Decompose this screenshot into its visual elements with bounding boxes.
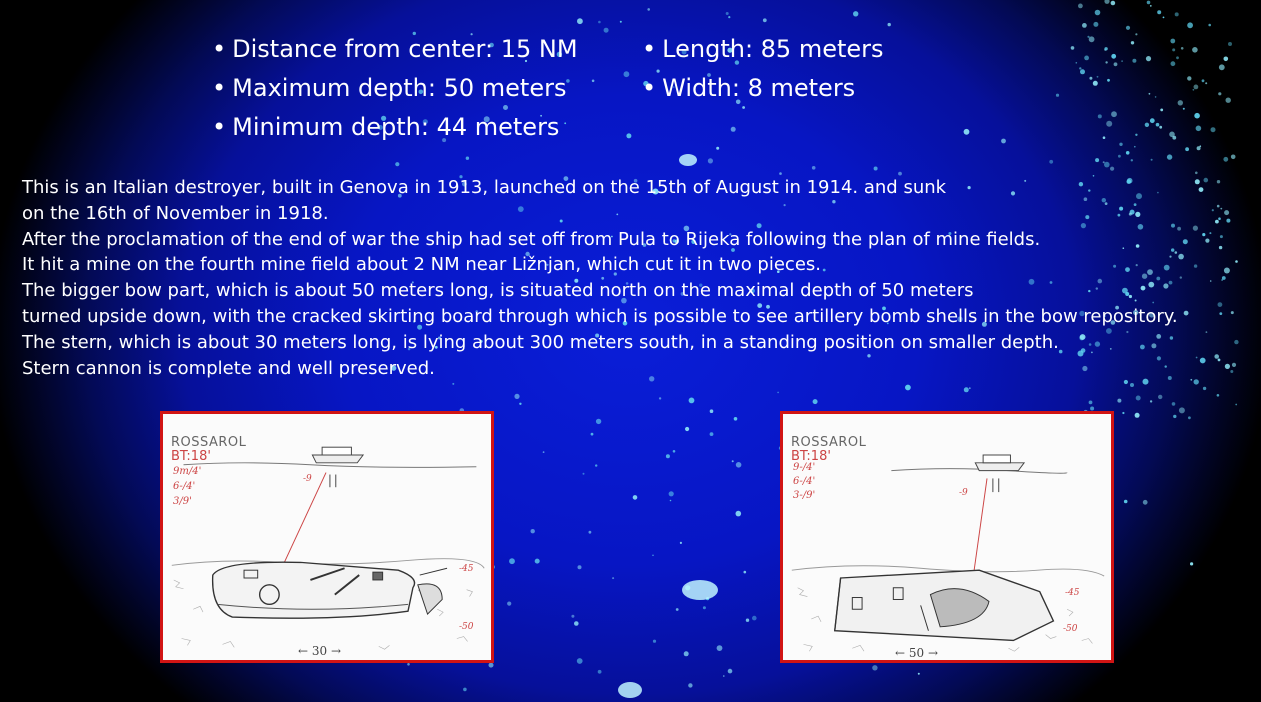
bubble	[736, 462, 742, 468]
bubble	[1176, 56, 1179, 59]
bubble	[1093, 22, 1098, 27]
sketch-title: ROSSAROL	[791, 435, 867, 450]
description-line: This is an Italian destroyer, built in Genova in 1913, launched on the 15th of August in 1914. and sunk	[22, 177, 947, 198]
description-line: After the proclamation of the end of war the ship had set off from Pula to Rijeka following the plan of mine fields.	[22, 228, 1041, 250]
line-depth-mark: -9	[303, 474, 312, 484]
facts-column-right	[642, 30, 962, 108]
bubble	[813, 399, 818, 404]
bubble	[1163, 17, 1165, 19]
bubble	[574, 621, 579, 626]
bubble	[1143, 500, 1148, 505]
bubble	[670, 500, 672, 502]
bubble	[1130, 383, 1134, 387]
wreck-length-label: ← 30 →	[298, 644, 342, 658]
bubble	[1135, 413, 1140, 418]
deco-stop: 9m/4'	[173, 466, 202, 477]
bubble	[407, 663, 410, 666]
bubble	[918, 673, 920, 675]
bubble	[676, 608, 679, 611]
bubble	[734, 417, 738, 421]
bubble	[571, 615, 574, 618]
bubble	[746, 619, 749, 622]
bubble	[1104, 47, 1107, 50]
bubble	[1098, 114, 1102, 118]
bubble	[509, 558, 515, 564]
bubble	[708, 158, 713, 163]
dive-sketch-stern	[160, 411, 494, 663]
bubble	[1126, 151, 1130, 155]
bubble	[1178, 100, 1183, 105]
bubble	[577, 658, 583, 664]
bubble	[684, 651, 689, 656]
bubble	[1131, 41, 1134, 44]
fact-min-depth: • Minimum depth: 44 meters	[212, 108, 632, 147]
bubble	[1095, 158, 1099, 162]
bubble	[598, 670, 602, 674]
bubble	[1223, 157, 1228, 162]
bubble	[543, 451, 545, 453]
fact-max-depth: • Maximum depth: 50 meters	[212, 69, 632, 108]
bubble	[514, 394, 519, 399]
bubble	[1202, 79, 1205, 82]
depth-label: -45	[1065, 588, 1080, 598]
bubble	[1203, 387, 1206, 390]
bubble	[872, 665, 877, 670]
bubble	[1111, 1, 1116, 6]
bubble	[1132, 59, 1136, 63]
bubble	[710, 409, 714, 413]
bubble	[1172, 402, 1176, 406]
bubble	[1097, 76, 1099, 78]
bubble	[1106, 121, 1112, 127]
depth-label: -50	[459, 622, 474, 632]
bubble	[620, 21, 622, 23]
bubble	[1155, 96, 1157, 98]
bubble	[1104, 162, 1110, 168]
bubble	[1095, 10, 1101, 16]
bubble	[1121, 60, 1123, 62]
bubble	[666, 454, 670, 458]
bubble	[1103, 136, 1106, 139]
bubble	[679, 154, 697, 166]
bubble	[1134, 146, 1136, 148]
stern-wreck-drawing	[163, 414, 491, 660]
bubble	[1090, 407, 1094, 411]
wreck-length-label: ← 50 →	[895, 646, 939, 660]
bubble	[1103, 161, 1105, 163]
bubble	[647, 8, 650, 11]
bubble	[1111, 54, 1116, 59]
bubble	[763, 18, 767, 22]
wreck-facts	[212, 30, 972, 150]
bubble	[1157, 10, 1161, 14]
description-line: It hit a mine on the fourth mine field about 2 NM near Ližnjan, which cut it in two pieces.	[22, 254, 822, 276]
bubble	[1167, 154, 1172, 159]
bubble	[1183, 108, 1185, 110]
bubble	[1188, 416, 1191, 419]
bubble	[732, 460, 734, 462]
bubble	[736, 511, 742, 517]
bubble	[1071, 46, 1075, 50]
bubble	[728, 669, 733, 674]
bubble	[1185, 147, 1189, 151]
bubble	[598, 21, 601, 24]
bubble	[1001, 139, 1006, 144]
bubble	[1169, 132, 1175, 138]
bubble	[1171, 61, 1176, 66]
bubble	[1194, 113, 1200, 119]
bubble	[1076, 62, 1078, 64]
description-line: Stern cannon is complete and well preserved.	[22, 357, 435, 379]
bubble	[1118, 155, 1121, 158]
description-line: The bigger bow part, which is about 50 meters long, is situated north on the maximal depth of 50 meters	[22, 280, 974, 302]
description-line: The stern, which is about 30 meters long, is lying about 300 meters south, in a standing position on smaller depth.	[22, 331, 1059, 353]
bubble	[1218, 92, 1221, 95]
bubble	[652, 555, 654, 557]
bubble	[1117, 399, 1121, 403]
bubble	[1082, 23, 1087, 28]
bubble	[535, 559, 540, 564]
depth-label: -45	[459, 564, 474, 574]
bubble	[777, 392, 779, 394]
bubble	[531, 529, 535, 533]
bubble	[680, 542, 682, 544]
bubble	[1079, 67, 1081, 69]
bubble	[1093, 81, 1098, 86]
bubble	[1235, 404, 1237, 406]
bubble	[1159, 126, 1162, 129]
bubble	[1205, 82, 1207, 84]
bubble	[1181, 47, 1184, 50]
bubble	[1145, 123, 1149, 127]
bubble	[710, 432, 714, 436]
bubble	[1192, 47, 1198, 53]
bubble	[689, 398, 695, 404]
bubble	[874, 167, 878, 171]
bubble	[1158, 395, 1162, 399]
bubble	[1135, 134, 1137, 136]
bubble	[633, 495, 638, 500]
bubble	[1226, 98, 1231, 103]
bubble	[659, 397, 661, 399]
description-line: turned upside down, with the cracked skirting board through which is possible to see artillery bomb shells in the bow repository.	[22, 305, 1178, 327]
bubble	[853, 11, 858, 16]
deco-stop: 3-/9'	[793, 490, 816, 501]
bubble	[1110, 167, 1114, 171]
bubble	[673, 450, 676, 453]
facts-column-left	[212, 30, 632, 147]
bubble	[1179, 407, 1185, 413]
description-line: on the 16th of November in 1918.	[22, 202, 329, 224]
bubble	[519, 403, 521, 405]
bubble	[1049, 160, 1053, 164]
bubble	[1080, 69, 1085, 74]
sketch-bottom-time: BT:18'	[791, 449, 831, 464]
bubble	[717, 645, 723, 651]
fact-distance: • Distance from center: 15 NM	[212, 30, 632, 69]
bubble	[752, 616, 757, 621]
fact-length: • Length: 85 meters	[642, 30, 962, 69]
bubble	[595, 464, 597, 466]
bubble	[1114, 62, 1118, 66]
bubble	[1087, 36, 1089, 38]
wreck-description	[22, 175, 1252, 381]
bubble	[1172, 48, 1175, 51]
bubble	[1107, 79, 1110, 82]
bubble	[591, 433, 594, 436]
bubble	[723, 675, 725, 677]
bubble	[685, 427, 689, 431]
bubble	[1131, 159, 1133, 161]
bubble	[1208, 24, 1211, 27]
deco-stop: 6-/4'	[173, 481, 196, 492]
bubble	[1089, 401, 1093, 405]
bubble	[669, 491, 674, 496]
bubble	[682, 580, 718, 600]
deco-stop: 3/9'	[173, 496, 192, 507]
bubble	[577, 18, 583, 24]
bubble	[653, 640, 656, 643]
bubble	[1175, 12, 1179, 16]
bubble	[1089, 77, 1092, 80]
fact-width: • Width: 8 meters	[642, 69, 962, 108]
bubble	[395, 162, 399, 166]
bubble	[1160, 109, 1163, 112]
bubble	[507, 602, 511, 606]
depth-label: -50	[1063, 624, 1078, 634]
bubble	[888, 23, 891, 26]
bubble	[1228, 42, 1232, 46]
bubble	[596, 419, 601, 424]
bubble	[1219, 64, 1225, 70]
deco-stop: 9-/4'	[793, 462, 816, 473]
bubble	[1150, 400, 1152, 402]
bubble	[489, 663, 494, 668]
bubble	[1156, 123, 1160, 127]
bubble	[1217, 394, 1220, 397]
bubble	[728, 16, 730, 18]
bubble	[1173, 415, 1176, 418]
bubble	[1151, 159, 1153, 161]
bubble	[1211, 127, 1216, 132]
bubble	[618, 682, 642, 698]
bow-wreck-drawing	[783, 414, 1111, 660]
bubble	[1146, 56, 1151, 61]
sketch-bottom-time: BT:18'	[171, 449, 211, 464]
bubble	[1056, 94, 1059, 97]
bubble	[1105, 61, 1107, 63]
sketch-title: ROSSAROL	[171, 435, 247, 450]
bubble	[1135, 33, 1137, 35]
bubble	[726, 12, 729, 15]
bubble	[1089, 36, 1095, 42]
bubble	[1231, 155, 1236, 160]
bubble	[1197, 146, 1201, 150]
bubble	[1111, 111, 1117, 117]
bubble	[1195, 172, 1198, 175]
bubble	[744, 571, 747, 574]
bubble	[964, 387, 969, 392]
bubble	[1190, 562, 1193, 565]
line-depth-mark: -9	[959, 488, 968, 498]
bubble	[452, 383, 454, 385]
bubble	[1170, 39, 1175, 44]
bubble	[703, 606, 706, 609]
bubble	[1194, 85, 1199, 90]
bubble	[612, 577, 614, 579]
bubble	[1224, 57, 1229, 62]
bubble	[463, 688, 467, 692]
bubble	[1104, 0, 1109, 4]
bubble	[1196, 126, 1202, 132]
bubble	[1122, 412, 1124, 414]
bubble	[969, 387, 971, 389]
deco-stop: 6-/4'	[793, 476, 816, 487]
dive-sketch-bow	[780, 411, 1114, 663]
bubble	[905, 385, 911, 391]
bubble	[589, 531, 592, 534]
bubble	[1124, 500, 1128, 504]
bubble	[1119, 143, 1122, 146]
bubble	[578, 565, 582, 569]
bubble	[583, 473, 585, 475]
bubble	[1193, 89, 1195, 91]
bubble	[1150, 118, 1155, 123]
bubble	[1187, 76, 1191, 80]
bubble	[1149, 93, 1151, 95]
bubble	[1126, 26, 1130, 30]
bubble	[812, 166, 816, 170]
bubble	[1150, 5, 1152, 7]
bubble	[466, 157, 469, 160]
bubble	[1187, 22, 1193, 28]
bubble	[1136, 396, 1141, 401]
bubble	[1078, 4, 1083, 9]
bubble	[688, 683, 692, 687]
bubble	[1147, 1, 1151, 5]
bubble	[1084, 56, 1089, 61]
